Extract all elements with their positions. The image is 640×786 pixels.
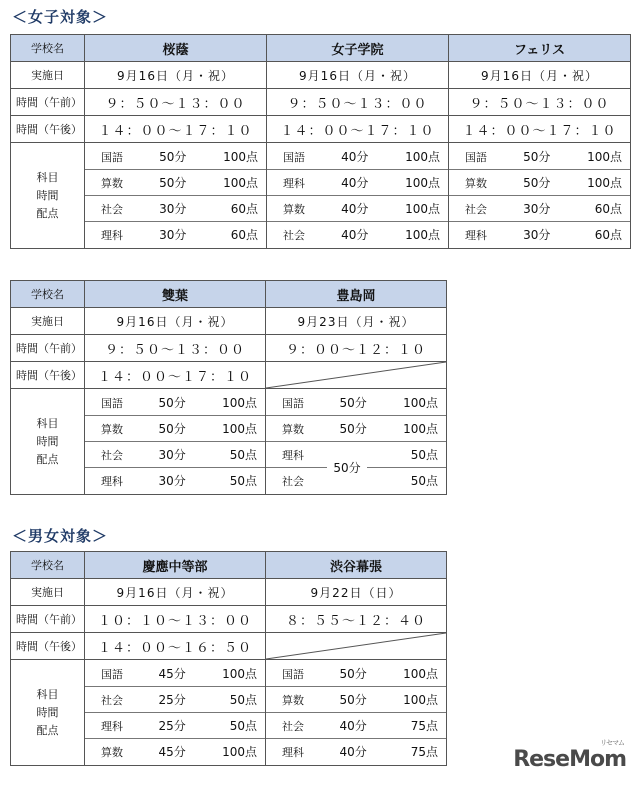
header-label: 学校名	[11, 552, 85, 579]
subject-row	[266, 442, 446, 468]
subject-points: 100点	[367, 661, 446, 687]
subject-points: 50点	[186, 442, 265, 468]
subject-name: 社会	[85, 196, 147, 222]
subject-name: 理科	[282, 745, 304, 759]
subject-name: 社会	[266, 713, 327, 739]
time-am: ９：５０～１３：００	[85, 335, 266, 362]
time-am: ９：５０～１３：００	[267, 89, 449, 116]
row-label-am: 時間（午前）	[11, 606, 85, 633]
exam-date: 9月16日（月・祝）	[449, 62, 631, 89]
subject-row	[85, 661, 265, 687]
subject-name: 算数	[85, 416, 146, 442]
subject-list	[449, 143, 631, 249]
time-am: ９：５０～１３：００	[449, 89, 631, 116]
subject-points: 50点	[186, 687, 265, 713]
subject-row	[266, 661, 446, 687]
row-label-am: 時間（午前）	[11, 335, 85, 362]
subject-minutes-combined: 50分	[333, 461, 361, 475]
school-name: 慶應中等部	[85, 552, 266, 579]
subject-row	[267, 144, 448, 170]
row-label-subjects	[11, 660, 85, 766]
time-am: ９：５０～１３：００	[85, 89, 267, 116]
subject-minutes: 25分	[146, 713, 186, 739]
subject-list-table	[449, 144, 630, 247]
exam-date: 9月16日（月・祝）	[267, 62, 449, 89]
subject-name: 社会	[85, 687, 146, 713]
subject-name: 国語	[85, 661, 146, 687]
schedule-table-girls-1	[10, 34, 631, 249]
subject-points: 75点	[410, 745, 438, 759]
subject-name: 理科	[267, 170, 329, 196]
subject-list	[267, 143, 449, 249]
resemom-watermark-logo	[513, 739, 626, 772]
subject-minutes: 30分	[511, 196, 551, 222]
subject-points: 100点	[186, 170, 266, 196]
time-pm: １４：００～１７：１０	[267, 116, 449, 143]
subject-name: 社会	[283, 228, 305, 242]
subject-points: 60点	[230, 228, 258, 242]
subject-list	[85, 660, 266, 766]
subject-row	[85, 390, 265, 416]
subject-points: 100点	[186, 144, 266, 170]
subject-row	[85, 170, 266, 196]
subject-points: 100点	[550, 144, 630, 170]
subject-list-table	[85, 661, 265, 764]
subject-list	[266, 389, 447, 495]
subject-minutes: 30分	[158, 474, 186, 488]
watermark-text: ReseMom	[513, 747, 626, 772]
subject-minutes: 50分	[327, 390, 367, 416]
label-subject: 科目	[36, 687, 59, 701]
subject-minutes: 50分	[146, 416, 186, 442]
subject-minutes: 30分	[523, 228, 551, 242]
label-time: 時間	[36, 434, 59, 448]
subject-minutes: 40分	[329, 144, 369, 170]
subject-name: 算数	[267, 196, 329, 222]
subject-name: 算数	[266, 687, 327, 713]
subject-points: 50点	[186, 713, 265, 739]
subject-points: 60点	[550, 196, 630, 222]
subject-points: 100点	[368, 144, 448, 170]
subject-points: 100点	[367, 390, 446, 416]
schedule-table-girls-2	[10, 280, 447, 495]
subject-list-table	[85, 390, 265, 493]
subject-minutes: 50分	[327, 416, 367, 442]
subject-name: 理科	[101, 228, 123, 242]
school-name: 桜蔭	[85, 35, 267, 62]
subject-points: 50点	[229, 474, 257, 488]
subject-row	[85, 468, 265, 494]
header-label: 学校名	[11, 281, 85, 308]
subject-row	[267, 222, 448, 248]
subject-row	[266, 687, 446, 713]
subject-minutes: 30分	[159, 228, 187, 242]
subject-name: 理科	[101, 474, 123, 488]
diagonal-slash	[266, 362, 446, 388]
subject-points: 100点	[368, 196, 448, 222]
not-applicable-cell	[266, 362, 447, 389]
subject-list-table	[266, 661, 446, 764]
header-label: 学校名	[11, 35, 85, 62]
subject-row	[267, 170, 448, 196]
subject-name: 国語	[85, 144, 147, 170]
subject-row	[266, 739, 446, 765]
label-points: 配点	[36, 723, 59, 737]
watermark-tag: リセマム	[600, 739, 624, 747]
subject-list	[266, 660, 447, 766]
subject-minutes: 50分	[147, 170, 187, 196]
subject-points: 100点	[186, 416, 265, 442]
section-title-girls: ＜女子対象＞	[12, 8, 109, 26]
not-applicable-cell	[266, 633, 447, 660]
time-pm: １４：００～１６：５０	[85, 633, 266, 660]
subject-points: 60点	[594, 228, 622, 242]
row-label-date: 実施日	[11, 308, 85, 335]
subject-points: 100点	[186, 661, 265, 687]
school-name: 女子学院	[267, 35, 449, 62]
subject-points: 100点	[222, 745, 257, 759]
label-time: 時間	[36, 705, 59, 719]
row-label-am: 時間（午前）	[11, 89, 85, 116]
subject-row	[85, 687, 265, 713]
subject-name: 算数	[85, 170, 147, 196]
subject-name: 国語	[267, 144, 329, 170]
subject-minutes: 40分	[327, 713, 367, 739]
exam-date: 9月16日（月・祝）	[85, 62, 267, 89]
subject-name: 社会	[282, 474, 304, 488]
subject-list-table	[267, 144, 448, 247]
subject-name: 国語	[449, 144, 511, 170]
subject-row	[266, 713, 446, 739]
row-label-pm: 時間（午後）	[11, 362, 85, 389]
time-pm: １４：００～１７：１０	[85, 116, 267, 143]
subject-points: 100点	[367, 687, 446, 713]
subject-row	[85, 416, 265, 442]
label-points: 配点	[36, 452, 59, 466]
subject-minutes: 45分	[158, 745, 186, 759]
subject-minutes: 50分	[327, 687, 367, 713]
subject-row	[449, 196, 630, 222]
subject-minutes: 30分	[147, 196, 187, 222]
time-am: ９：００～１２：１０	[266, 335, 447, 362]
row-label-subjects	[11, 143, 85, 249]
subject-minutes: 40分	[329, 170, 369, 196]
label-points: 配点	[36, 206, 59, 220]
subject-list	[85, 389, 266, 495]
subject-row	[85, 144, 266, 170]
subject-name: 理科	[85, 713, 146, 739]
row-label-subjects	[11, 389, 85, 495]
subject-points: 50点	[410, 474, 438, 488]
subject-minutes: 50分	[147, 144, 187, 170]
subject-row	[266, 416, 446, 442]
diagonal-slash	[266, 633, 446, 659]
exam-date: 9月22日（日）	[266, 579, 447, 606]
row-label-date: 実施日	[11, 579, 85, 606]
subject-minutes: 40分	[329, 196, 369, 222]
subject-minutes: 50分	[511, 170, 551, 196]
school-name: フェリス	[449, 35, 631, 62]
label-subject: 科目	[36, 170, 59, 184]
subject-name: 社会	[449, 196, 511, 222]
subject-points: 75点	[367, 713, 446, 739]
subject-row	[85, 442, 265, 468]
school-name: 豊島岡	[266, 281, 447, 308]
subject-name: 算数	[266, 416, 327, 442]
subject-name: 国語	[266, 390, 327, 416]
subject-points: 100点	[550, 170, 630, 196]
subject-list-table	[266, 390, 446, 493]
subject-points: 100点	[405, 228, 440, 242]
time-pm: １４：００～１７：１０	[449, 116, 631, 143]
subject-list	[85, 143, 267, 249]
subject-minutes: 40分	[339, 745, 367, 759]
subject-row	[85, 222, 266, 248]
exam-date: 9月16日（月・祝）	[85, 308, 266, 335]
subject-row	[449, 222, 630, 248]
subject-row	[85, 739, 265, 765]
exam-date: 9月23日（月・祝）	[266, 308, 447, 335]
subject-name: 理科	[465, 228, 487, 242]
row-label-date: 実施日	[11, 62, 85, 89]
subject-points: 100点	[368, 170, 448, 196]
time-am: １０：１０～１３：００	[85, 606, 266, 633]
label-subject: 科目	[36, 416, 59, 430]
schedule-table-coed	[10, 551, 447, 766]
section-title-coed: ＜男女対象＞	[12, 527, 109, 545]
time-pm: １４：００～１７：１０	[85, 362, 266, 389]
label-time: 時間	[36, 188, 59, 202]
subject-points: 50点	[367, 442, 446, 468]
subject-list-table	[85, 144, 266, 247]
subject-name: 社会	[85, 442, 146, 468]
subject-minutes: 50分	[327, 661, 367, 687]
exam-date: 9月16日（月・祝）	[85, 579, 266, 606]
subject-minutes: 50分	[146, 390, 186, 416]
subject-row	[85, 196, 266, 222]
subject-name: 国語	[85, 390, 146, 416]
school-name: 渋谷幕張	[266, 552, 447, 579]
row-label-pm: 時間（午後）	[11, 633, 85, 660]
subject-row	[266, 390, 446, 416]
subject-row	[449, 144, 630, 170]
subject-name: 理科	[266, 442, 327, 468]
subject-minutes: 30分	[146, 442, 186, 468]
subject-row	[449, 170, 630, 196]
row-label-pm: 時間（午後）	[11, 116, 85, 143]
subject-points: 100点	[186, 390, 265, 416]
time-am: ８：５５～１２：４０	[266, 606, 447, 633]
school-name: 雙葉	[85, 281, 266, 308]
subject-points: 60点	[186, 196, 266, 222]
subject-points: 100点	[367, 416, 446, 442]
subject-minutes: 40分	[341, 228, 369, 242]
subject-row	[85, 713, 265, 739]
subject-name: 算数	[449, 170, 511, 196]
subject-minutes: 45分	[146, 661, 186, 687]
subject-minutes: 50分	[511, 144, 551, 170]
subject-name: 国語	[266, 661, 327, 687]
subject-row	[267, 196, 448, 222]
subject-name: 算数	[101, 745, 123, 759]
subject-minutes: 25分	[146, 687, 186, 713]
